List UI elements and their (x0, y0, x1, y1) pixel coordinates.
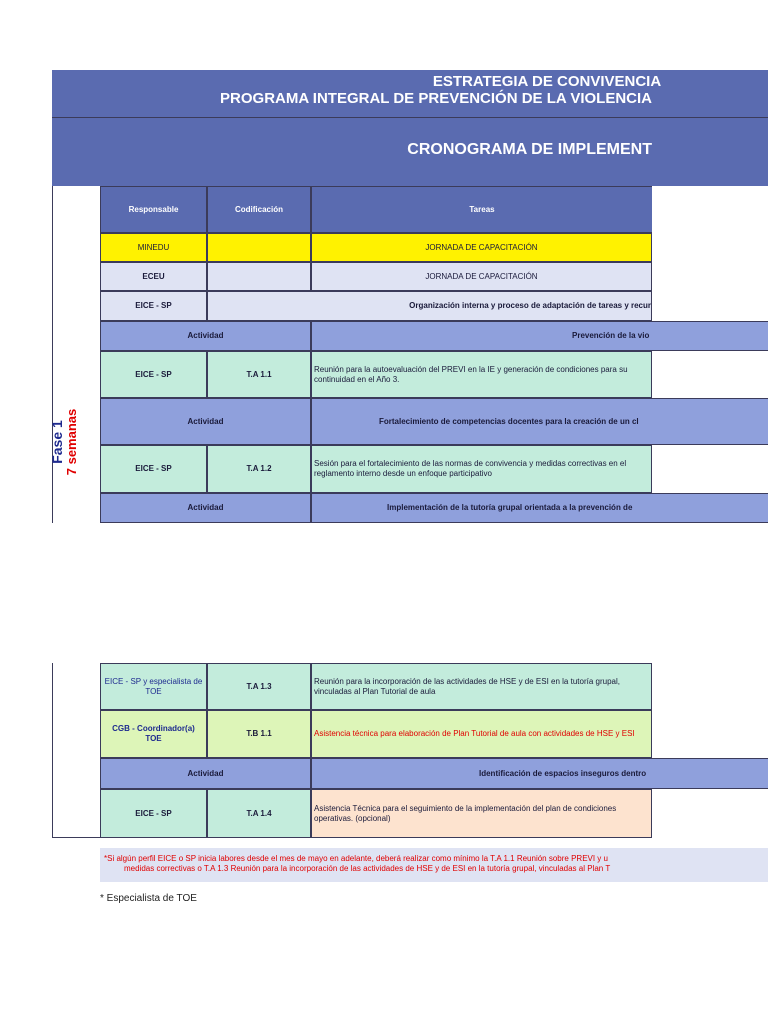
ta14-responsable: EICE - SP (100, 789, 207, 838)
ta12-responsable: EICE - SP (100, 445, 207, 493)
title-banner (52, 70, 768, 117)
col-codificacion: Codificación (207, 186, 311, 233)
ta11-tarea: Reunión para la autoevaluación del PREVI en la IE y generación de condiciones para su continuidad en el Año 3. (311, 351, 652, 398)
ta11-codigo: T.A 1.1 (207, 351, 311, 398)
ta12-codigo: T.A 1.2 (207, 445, 311, 493)
phase-column-lower (52, 663, 100, 838)
footnote: * Especialista de TOE (100, 893, 197, 904)
subtitle-banner (52, 117, 768, 186)
ta13-codigo: T.A 1.3 (207, 663, 311, 710)
col-tareas: Tareas (311, 186, 652, 233)
phase-name: Fase 1 (49, 420, 65, 464)
phase-duration: 7 semanas (64, 408, 80, 476)
tb11-codigo: T.B 1.1 (207, 710, 311, 758)
activity-2-text: Fortalecimiento de competencias docentes para la creación de un cl (311, 398, 768, 445)
title-line-2: PROGRAMA INTEGRAL DE PREVENCIÓN DE LA VIOLENCIA (220, 90, 652, 107)
activity-4-text: Identificación de espacios inseguros dentro (311, 758, 768, 789)
ta14-tarea: Asistencia Técnica para el seguimiento de la implementación del plan de condiciones operativas. (opcional) (311, 789, 652, 838)
ta12-tarea: Sesión para el fortalecimiento de las normas de convivencia y medidas correctivas en el reglamento interno desde un enfoque participativo (311, 445, 652, 493)
minedu-codigo (207, 233, 311, 262)
minedu-tarea: JORNADA DE CAPACITACIÓN (311, 233, 652, 262)
activity-3-label: Actividad (100, 493, 311, 523)
activity-1-text: Prevención de la vio (311, 321, 768, 351)
activity-4-label: Actividad (100, 758, 311, 789)
col-responsable: Responsable (100, 186, 207, 233)
tb11-responsable: CGB - Coordinador(a) TOE (100, 710, 207, 758)
activity-1-label: Actividad (100, 321, 311, 351)
title-line-1: ESTRATEGIA DE CONVIVENCIA (432, 73, 662, 90)
eceu-codigo (207, 262, 311, 291)
eice-responsable: EICE - SP (100, 291, 207, 321)
ta14-codigo: T.A 1.4 (207, 789, 311, 838)
ta11-responsable: EICE - SP (100, 351, 207, 398)
tb11-tarea: Asistencia técnica para elaboración de Plan Tutorial de aula con actividades de HSE y ESI (311, 710, 652, 758)
eceu-tarea: JORNADA DE CAPACITACIÓN (311, 262, 652, 291)
note-line-1: *Si algún perfil EICE o SP inicia labores desde el mes de mayo en adelante, deberá realizar como mínimo la T.A 1.1 Reunión sobre PREVI y u (104, 854, 608, 863)
note-line-2: medidas correctivas o T.A 1.3 Reunión para la incorporación de las actividades de HSE y de ESI en la tutoría grupal, vinculadas al Plan T (124, 864, 611, 873)
subtitle: CRONOGRAMA DE IMPLEMENT (407, 141, 652, 158)
eice-tarea: Organización interna y proceso de adaptación de tareas y recur (207, 291, 652, 321)
eceu-responsable: ECEU (100, 262, 207, 291)
ta13-tarea: Reunión para la incorporación de las actividades de HSE y de ESI en la tutoría grupal, vinculadas al Plan Tutorial de aula (311, 663, 652, 710)
phase-label (50, 392, 86, 492)
ta13-responsable: EICE - SP y especialista de TOE (100, 663, 207, 710)
activity-2-label: Actividad (100, 398, 311, 445)
minedu-responsable: MINEDU (100, 233, 207, 262)
activity-3-text: Implementación de la tutoría grupal orientada a la prevención de (311, 493, 768, 523)
